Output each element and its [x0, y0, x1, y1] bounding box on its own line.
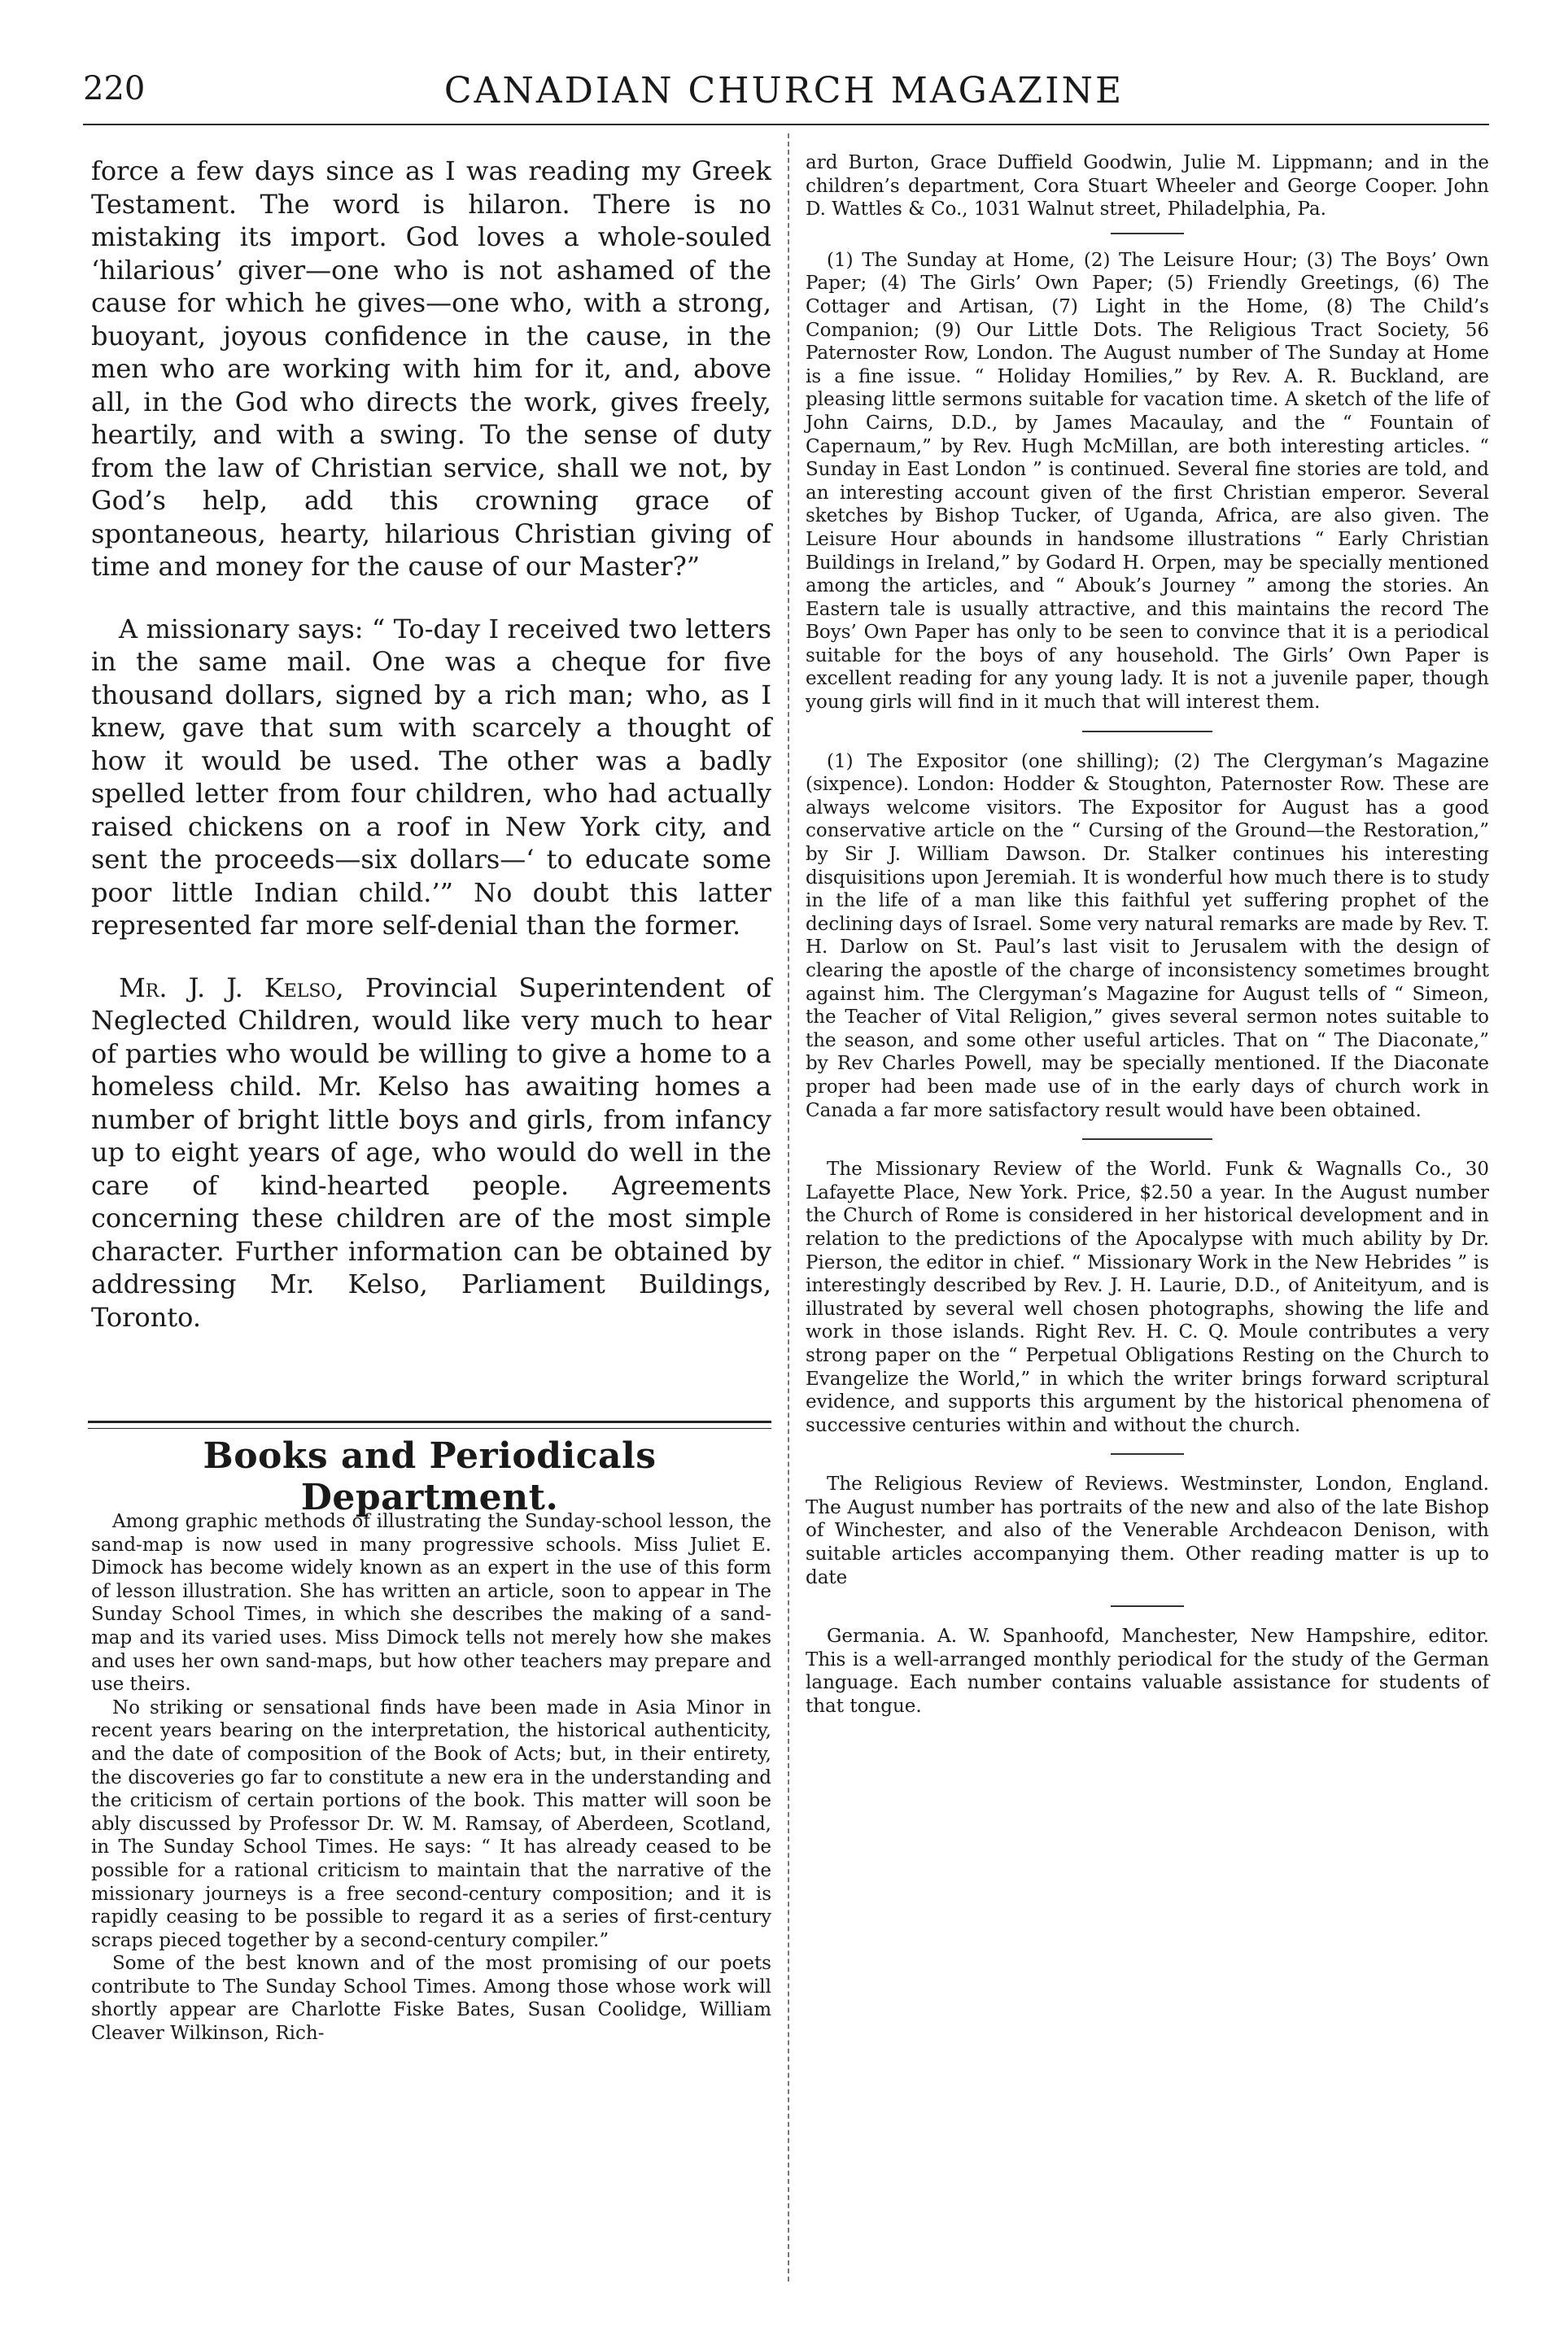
review-paragraph: The Missionary Review of the World. Funk & Wagnalls Co., 30 Lafayette Place, New York. Price, $2.50 a year. In the August number the Church of Rome is considered in her historical development and in relation to the predictions of the Apocalypse with much ability by Dr. Pierson, the editor in chief. “ Missionary Work in the New Hebrides ” is interestingly described by Rev. J. H. Laurie, D.D., of Aniteityum, and is illustrated by several well chosen photographs, showing the life and work in those islands. Right Rev. H. C. Q. Moule contributes a very strong paper on the “ Perpetual Obligations Resting on the Church to Evangelize the World,” in which the writer brings forward scriptural evidence, and supports this argument by the historical phenomena of successive centuries within and without the church.	[806, 1159, 1489, 1436]
department-top-rule	[88, 1421, 771, 1429]
review-paragraph: (1) The Expositor (one shilling); (2) The Clergyman’s Magazine (sixpence). London: Hodder & Stoughton, Paternoster Row. These are always welcome visitors. The Expositor for August has a good conservative article on the “ Cursing of the Ground—the Restoration,” by Sir J. William Dawson. Dr. Stalker continues his interesting disquisitions upon Jeremiah. It is wonderful how much there is to study in the life of a man like this faithful yet suffering prophet of the declining days of Israel. Some very natural remarks are made by Rev. T. H. Darlow on St. Paul’s last visit to Jerusalem with the design of clearing the apostle of the charge of inconsistency sometimes brought against him. The Clergyman’s Magazine for August tells of “ Simeon, the Teacher of Vital Religion,” gives several sermon notes suitable to the season, and some other useful articles. That on “ The Diaconate,” by Rev Charles Powell, may be specially mentioned. If the Diaconate proper had been made use of in the early days of church work in Canada a far more satisfactory result would have been obtained.	[806, 750, 1489, 1121]
article-paragraph: Among graphic methods of illustrating the Sunday-school lesson, the sand-map is now used in many progressive schools. Miss Juliet E. Dimock has become widely known as an expert in the use of this form of lesson illustration. She has written an article, soon to appear in The Sunday School Times, in which she describes the making of a sand-map and its varied uses. Miss Dimock tells not merely how she makes and uses her own sand-maps, but how other teachers may prepare and use theirs.	[91, 1511, 771, 1696]
review-paragraph: The Religious Review of Reviews. Westminster, London, England. The August number has portraits of the new and also of the late Bishop of Winchester, and also of the Venerable Archdeacon Denison, with suitable articles accompanying them. Other reading matter is up to date	[806, 1474, 1489, 1588]
magazine-title: CANADIAN CHURCH MAGAZINE	[443, 70, 1125, 111]
article-paragraph: Some of the best known and of the most promising of our poets contribute to The Sunday School Times. Among those whose work will shortly appear are Charlotte Fiske Bates, Susan Coolidge, William Cleaver Wilkinson, Rich-	[91, 1953, 771, 2045]
column-divider	[788, 133, 789, 2282]
article-paragraph: A missionary says: “ To-day I received two letters in the same mail. One was a cheque for five thousand dollars, signed by a rich man; who, as I knew, gave that sum with scarcely a thought of how it would be used. The other was a badly spelled letter from four children, who had actually raised chickens on a roof in New York city, and sent the proceeds—six dollars—‘ to educate some poor little Indian child.’” No doubt this latter represented far more self-denial than the former.	[91, 613, 771, 941]
article-paragraph: force a few days since as I was reading my Greek Testament. The word is hilaron. There is no mistaking its import. God loves a whole-souled ‘hilarious’ giver—one who is not ashamed of the cause for which he gives—one who, with a strong, buoyant, joyous confidence in the cause, in the men who are working with him for it, and, above all, in the God who directs the work, gives freely, heartily, and with a swing. To the sense of duty from the law of Christian service, shall we not, by God’s help, add this crowning grace of spontaneous, hearty, hilarious Christian giving of time and money for the cause of our Master?”	[91, 155, 771, 582]
review-paragraph: Germania. A. W. Spanhoofd, Manchester, New Hampshire, editor. This is a well-arranged monthly periodical for the study of the German language. Each number contains valuable assistance for students of that tongue.	[806, 1626, 1489, 1718]
article-paragraph: No striking or sensational finds have been made in Asia Minor in recent years bearing on the interpretation, the historical authenticity, and the date of composition of the Book of Acts; but, in their entirety, the discoveries go far to constitute a new era in the understanding and the criticism of certain portions of the book. This matter will soon be ably discussed by Professor Dr. W. M. Ramsay, of Aberdeen, Scotland, in The Sunday School Times. He says: “ It has already ceased to be possible for a rational criticism to maintain that the narrative of the missionary journeys is a free second-century composition; and it is rapidly ceasing to be possible to regard it as a series of first-century scraps pieced together by a second-century compiler.”	[91, 1697, 771, 1951]
department-heading: Books and Periodicals Department.	[203, 1435, 657, 1518]
right-column	[806, 151, 1489, 1718]
review-paragraph: ard Burton, Grace Duffield Goodwin, Julie M. Lippmann; and in the children’s department, Cora Stuart Wheeler and George Cooper. John D. Wattles & Co., 1031 Walnut street, Philadelphia, Pa.	[806, 152, 1489, 221]
left-column-lower	[91, 1510, 771, 2046]
page-header	[0, 70, 1568, 119]
section-separator	[1111, 1453, 1184, 1455]
section-separator	[1082, 1138, 1212, 1140]
kelso-name: Mr. J. J. Kelso,	[119, 972, 344, 1003]
kelso-paragraph	[91, 972, 771, 1334]
kelso-text: Provincial Superintendent of Neglected Children, would like very much to hear of parties who would be willing to give a home to a homeless child. Mr. Kelso has awaiting homes a number of bright little boys and girls, from infancy up to eight years of age, who would do well in the care of kind-hearted people. Agreements concerning these children are of the most simple character. Further information can be obtained by addressing Mr. Kelso, Parliament Buildings, Toronto.	[91, 972, 772, 1333]
section-separator	[1111, 233, 1184, 234]
section-separator	[1111, 1605, 1184, 1607]
page-number: 220	[83, 70, 146, 107]
review-paragraph: (1) The Sunday at Home, (2) The Leisure Hour; (3) The Boys’ Own Paper; (4) The Girls’ Own Paper; (5) Friendly Greetings, (6) The Cottager and Artisan, (7) Light in the Home, (8) The Child’s Companion; (9) Our Little Dots. The Religious Tract Society, 56 Paternoster Row, London. The August number of The Sunday at Home is a fine issue. “ Holiday Homilies,” by Rev. A. R. Buckland, are pleasing little sermons suitable for vacation time. A sketch of the life of John Cairns, D.D., by James Macaulay, and the “ Fountain of Capernaum,” by Rev. Hugh McMillan, are both interesting articles. “ Sunday in East London ” is continued. Several fine stories are told, and an interesting account given of the first Christian emperor. Several sketches by Bishop Tucker, of Uganda, Africa, are also given. The Leisure Hour abounds in handsome illustrations “ Early Christian Buildings in Ireland,” by Godard H. Orpen, may be specially mentioned among the articles, and “ Abouk’s Journey ” among the stories. An Eastern tale is usually attractive, and this maintains the record The Boys’ Own Paper has only to be seen to convince that it is a periodical suitable for the boys of any household. The Girls’ Own Paper is excellent reading for any young lady. It is not a juvenile paper, though young girls will find in it much that will interest them.	[806, 249, 1489, 714]
section-separator	[1082, 731, 1212, 732]
header-rule	[83, 124, 1489, 125]
left-column-upper	[91, 155, 771, 1334]
